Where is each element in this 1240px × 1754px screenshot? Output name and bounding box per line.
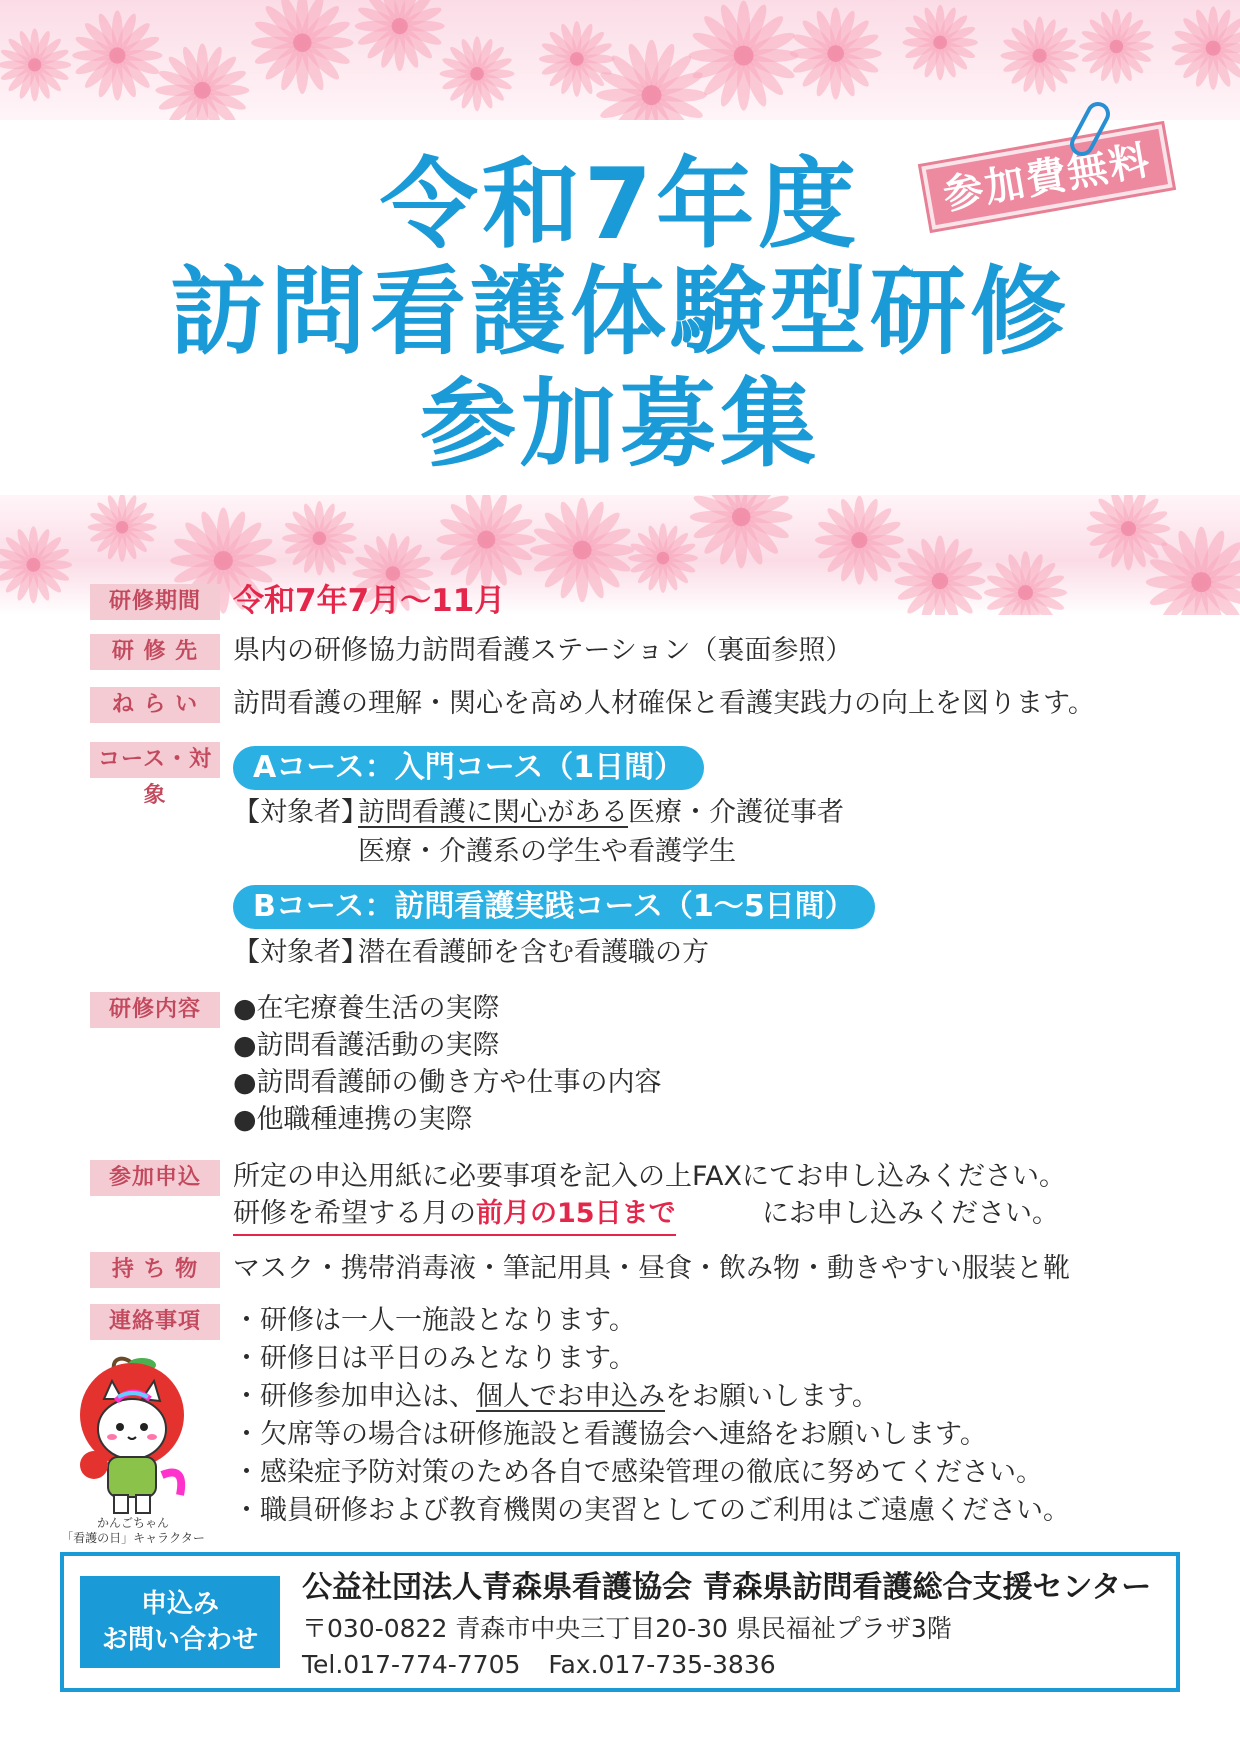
mascot-name: かんごちゃん	[96, 1516, 169, 1530]
title-line-1: 令和7年度	[379, 148, 861, 262]
note-item: ・研修は一人一施設となります。	[233, 1305, 636, 1336]
contact-tel: Tel.017-774-7705	[302, 1650, 521, 1679]
row-notes	[90, 1302, 1170, 1542]
flower-decoration	[1079, 9, 1154, 84]
flower-decoration	[0, 28, 71, 101]
note-item: ・感染症予防対策のため各自で感染管理の徹底に努めてください。	[233, 1457, 1043, 1488]
content-item: ●訪問看護活動の実際	[233, 1030, 500, 1061]
flower-decoration	[72, 10, 162, 100]
contact-address: 〒030-0822 青森市中央三丁目20-30 県民福祉プラザ3階	[302, 1614, 952, 1643]
free-badge-text: 参加費無料	[926, 129, 1168, 225]
flower-decoration	[815, 496, 904, 585]
mascot-caption-text: 「看護の日」キャラクター	[61, 1531, 205, 1545]
label-period: 研修期間	[90, 584, 220, 620]
label-site: 研 修 先	[90, 634, 220, 670]
contact-box	[60, 1552, 1180, 1692]
flower-decoration	[690, 495, 793, 568]
flower-decoration	[984, 551, 1067, 615]
contact-label	[80, 1576, 280, 1668]
flower-decoration	[530, 498, 634, 602]
title-line-2: 訪問看護体験型研修	[170, 256, 1070, 368]
flower-decoration	[539, 21, 615, 97]
row-apply	[90, 1158, 1170, 1238]
apply-line-2-post: にお申し込みください。	[762, 1198, 1059, 1229]
apply-line-1: 所定の申込用紙に必要事項を記入の上FAXにてお申し込みください。	[233, 1161, 1067, 1192]
label-aim: ね ら い	[90, 687, 220, 723]
content-item: ●訪問看護師の働き方や仕事の内容	[233, 1067, 662, 1098]
flower-decoration	[282, 501, 357, 576]
note-3-pre: ・研修参加申込は、	[233, 1381, 476, 1412]
flower-decoration	[689, 1, 799, 111]
course-b-title: Bコース：訪問看護実践コース（1～5日間）	[233, 885, 875, 929]
title-line-3: 参加募集	[420, 368, 820, 480]
value-period: 令和7年7月～11月	[233, 583, 506, 619]
mascot-caption	[48, 1516, 218, 1546]
label-apply: 参加申込	[90, 1160, 220, 1196]
value-items: マスク・携帯消毒液・筆記用具・昼食・飲み物・動きやすい服装と靴	[233, 1253, 1070, 1284]
flower-decoration	[440, 36, 515, 111]
course-a-target-line-2: 医療・介護系の学生や看護学生	[358, 836, 736, 867]
label-content: 研修内容	[90, 992, 220, 1028]
flower-decoration	[1087, 495, 1171, 570]
content-item: ●在宅療養生活の実際	[233, 993, 500, 1024]
contact-label-line-1: 申込み	[140, 1589, 219, 1619]
note-item: ・職員研修および教育機関の実習としてのご利用はご遠慮ください。	[233, 1495, 1070, 1526]
apply-line-2	[233, 1195, 676, 1236]
row-content	[90, 990, 1170, 1140]
course-a-title: Aコース：入門コース（1日間）	[233, 746, 704, 790]
course-a-target-line-1	[358, 794, 844, 832]
flower-decoration	[88, 495, 157, 562]
flower-decoration	[902, 5, 977, 80]
apply-deadline: 前月の15日まで	[476, 1198, 676, 1229]
note-3-post: をお願いします。	[665, 1381, 879, 1412]
flower-pattern-top	[0, 0, 1240, 120]
flower-decoration	[0, 526, 72, 603]
flower-decoration	[894, 535, 985, 615]
flower-decoration	[1171, 6, 1240, 89]
flower-band-top	[0, 0, 1240, 120]
course-b-target-key: 【対象者】	[233, 937, 368, 968]
label-items: 持 ち 物	[90, 1252, 220, 1288]
note-item	[233, 1378, 879, 1415]
course-b-target: 潜在看護師を含む看護職の方	[358, 937, 709, 968]
flower-decoration	[155, 43, 249, 120]
course-a-target-rest: 医療・介護従事者	[628, 797, 844, 828]
flower-decoration	[437, 495, 536, 589]
flower-decoration	[251, 0, 353, 94]
note-item: ・研修日は平日のみとなります。	[233, 1343, 636, 1374]
flower-decoration	[628, 523, 698, 593]
note-3-underlined: 個人でお申込み	[476, 1381, 665, 1412]
note-item: ・欠席等の場合は研修施設と看護協会へ連絡をお願いします。	[233, 1419, 987, 1450]
content-item: ●他職種連携の実際	[233, 1104, 473, 1135]
label-course: コース・対象	[90, 742, 220, 778]
flower-decoration	[1000, 17, 1078, 95]
contact-label-line-2: お問い合わせ	[101, 1625, 258, 1655]
course-a-target-key: 【対象者】	[233, 797, 368, 828]
contact-phone-fax	[302, 1648, 776, 1682]
course-a-target-underlined: 訪問看護に関心がある	[358, 797, 628, 828]
flower-decoration	[355, 0, 445, 71]
mascot-kangochan-icon	[62, 1355, 202, 1520]
contact-fax: Fax.017-735-3836	[548, 1650, 776, 1679]
flower-decoration	[596, 40, 707, 120]
row-course	[90, 740, 1170, 968]
label-notes: 連絡事項	[90, 1304, 220, 1340]
flower-decoration	[790, 7, 882, 99]
value-site: 県内の研修協力訪問看護ステーション（裏面参照）	[233, 635, 853, 666]
value-aim: 訪問看護の理解・関心を高め人材確保と看護実践力の向上を図ります。	[233, 688, 1095, 719]
apply-line-2-pre: 研修を希望する月の	[233, 1198, 476, 1229]
contact-organization: 公益社団法人青森県看護協会 青森県訪問看護総合支援センター	[302, 1570, 1152, 1605]
